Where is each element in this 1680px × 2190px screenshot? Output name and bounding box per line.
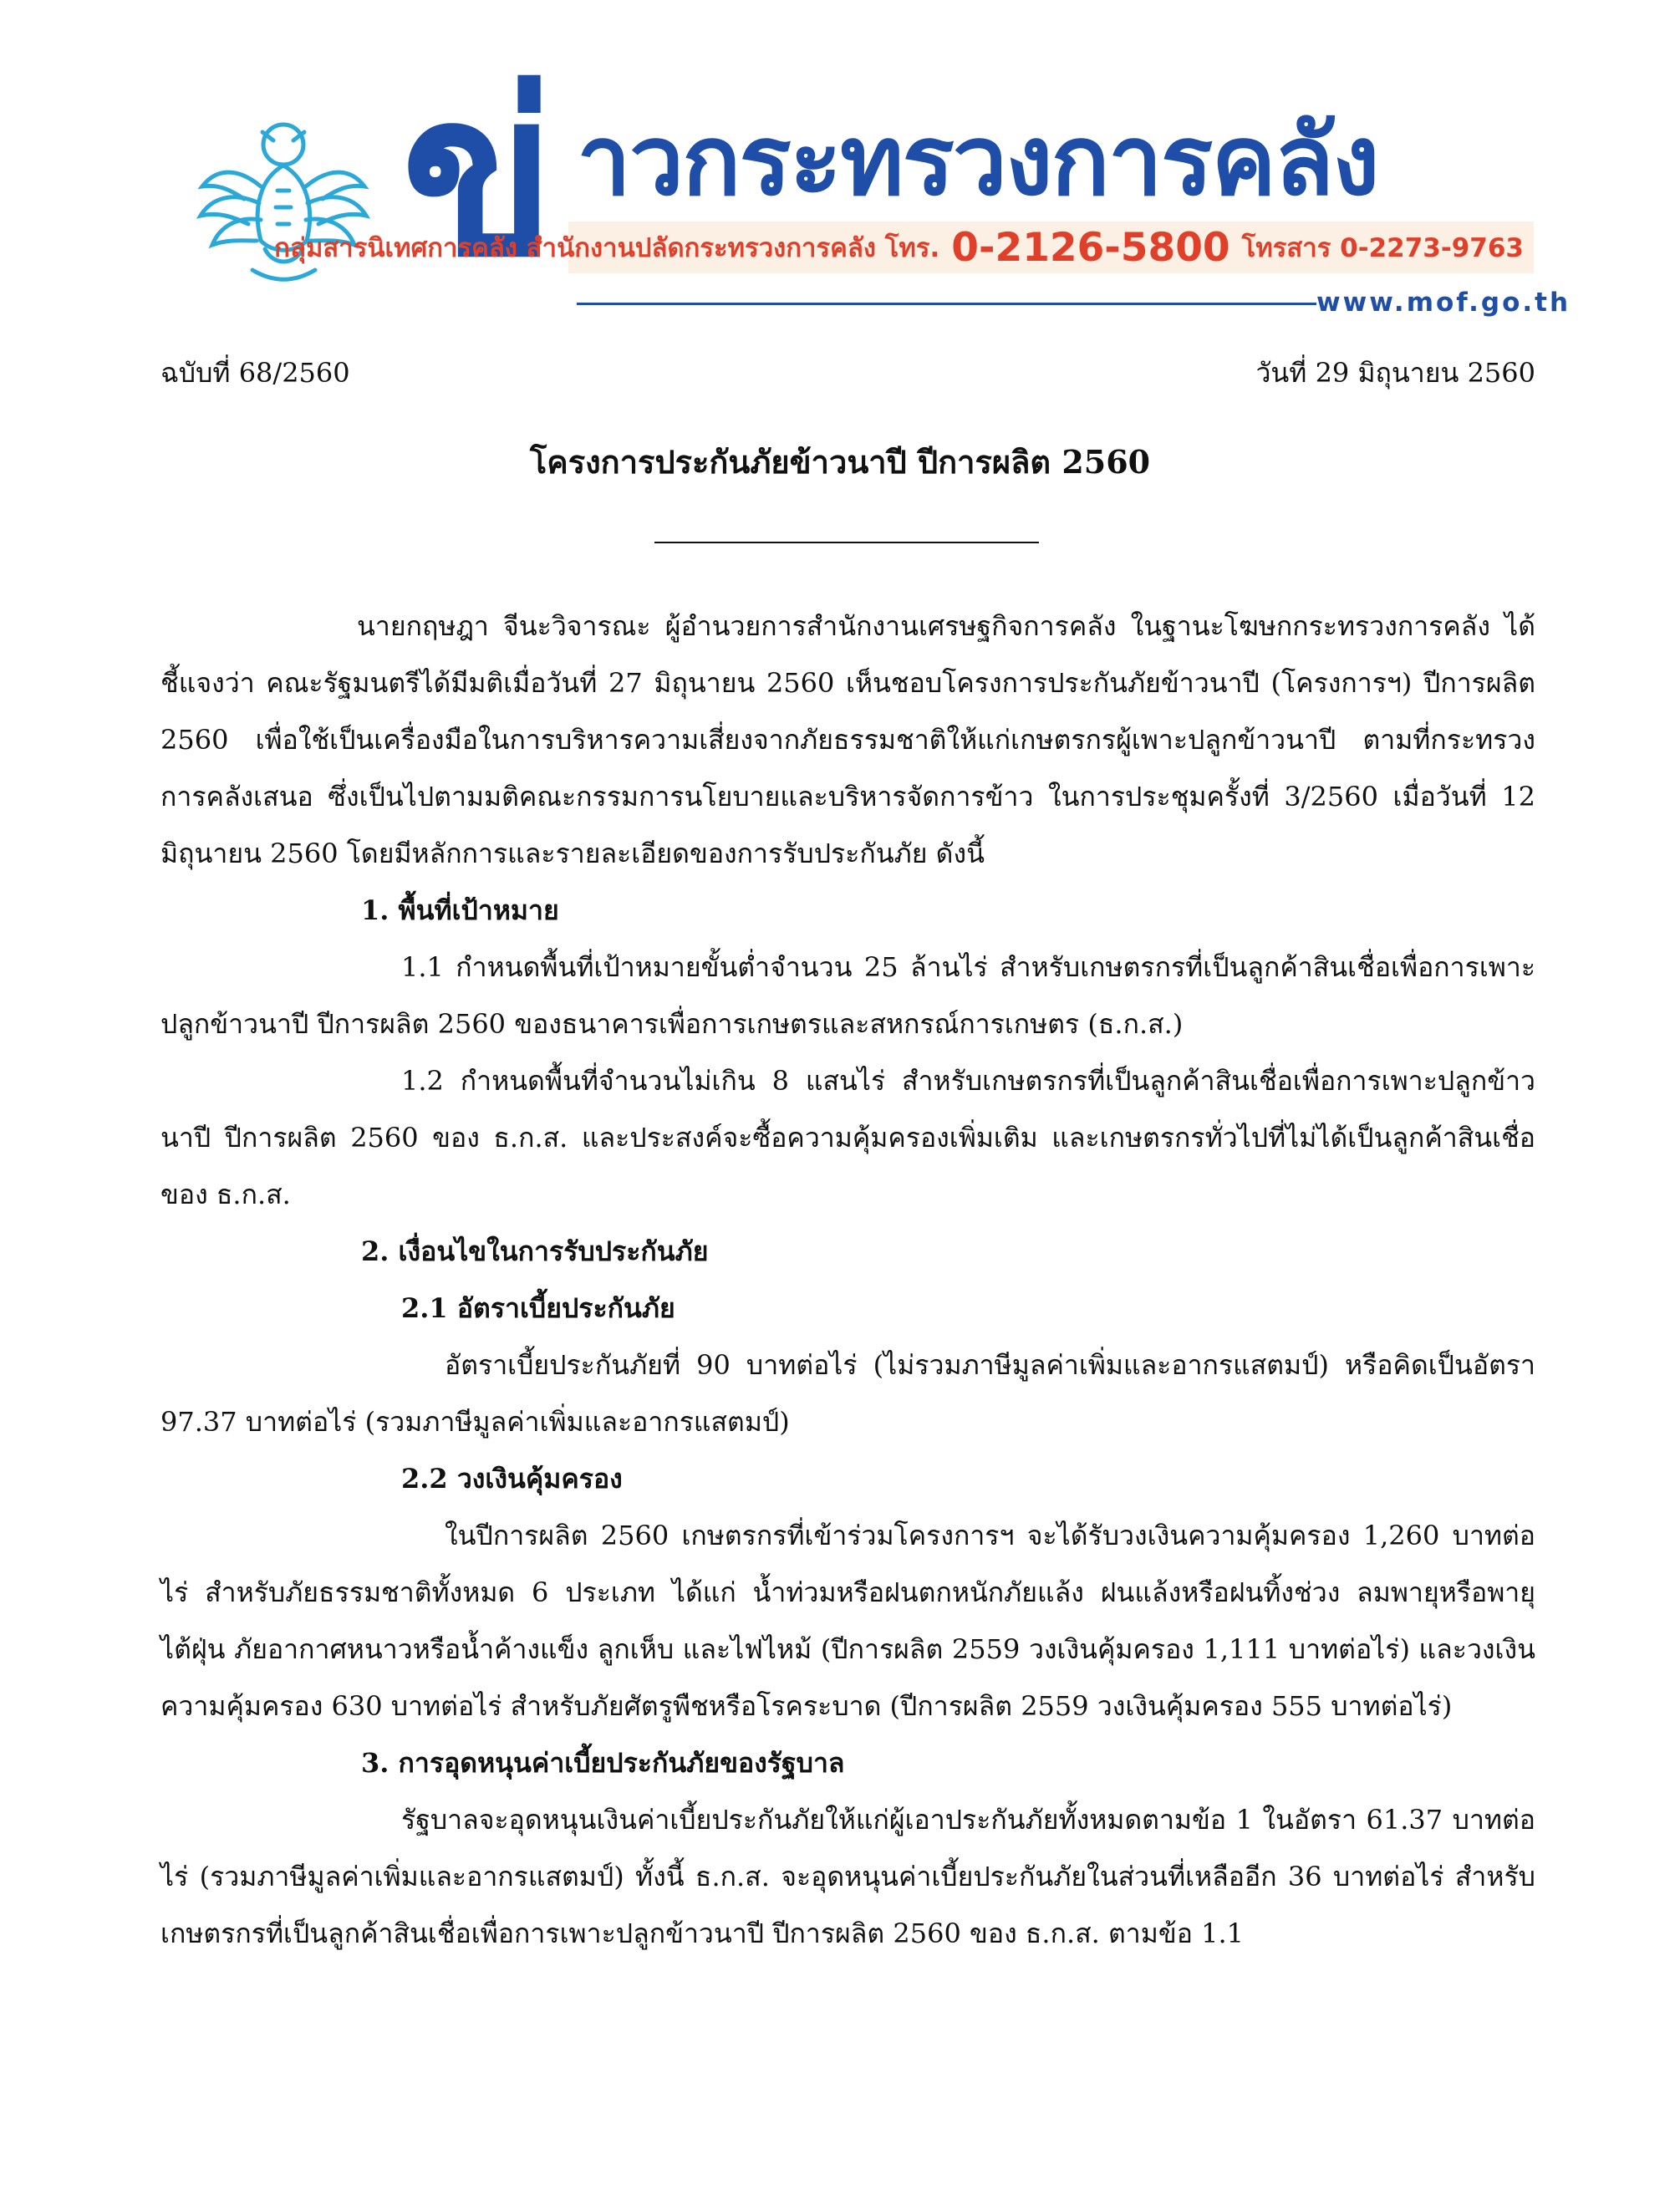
title-underline [654, 542, 1039, 543]
intro-paragraph: นายกฤษฎา จีนะวิจารณะ ผู้อำนวยการสำนักงานเศรษฐกิจการคลัง ในฐานะโฆษกกระทรวงการคลัง ได้ชี้แจงว่า คณะรัฐมนตรีได้มีมติเมื่อวันที่ 27 มิถุนายน 2560 เห็นชอบโครงการประกันภัยข้าวนาปี (โครงการฯ) ปีการผลิต 2560 เพื่อใช้เป็นเครื่องมือในการบริหารความเสี่ยงจากภัยธรรมชาติให้แก่เกษตรกรผู้เพาะปลูกข้าวนาปี ตามที่กระทรวงการคลังเสนอ ซึ่งเป็นไปตามมติคณะกรรมการนโยบายและบริหารจัดการข้าว ในการประชุมครั้งที่ 3/2560 เมื่อวันที่ 12 มิถุนายน 2560 โดยมีหลักการและรายละเอียดของการรับประกันภัย ดังนี้ [160, 610, 1535, 869]
section-3-paragraph: รัฐบาลจะอุดหนุนเงินค่าเบี้ยประกันภัยให้แก่ผู้เอาประกันภัยทั้งหมดตามข้อ 1 ในอัตรา 61.37 บาทต่อไร่ (รวมภาษีมูลค่าเพิ่มและอากรแสตมป์) ทั้งนี้ ธ.ก.ส. จะอุดหนุนค่าเบี้ยประกันภัยในส่วนที่เหลืออีก 36 บาทต่อไร่ สำหรับเกษตรกรที่เป็นลูกค้าสินเชื่อเพื่อการเพาะปลูกข้าวนาปี ปีการผลิต 2560 ของ ธ.ก.ส. ตามข้อ 1.1 [160, 1804, 1535, 1949]
section-2-1-heading: 2.1 อัตราเบี้ยประกันภัย [401, 1292, 675, 1324]
section-1-1-paragraph: 1.1 กำหนดพื้นที่เป้าหมายขั้นต่ำจำนวน 25 ล้านไร่ สำหรับเกษตรกรที่เป็นลูกค้าสินเชื่อเพื่อการเพาะปลูกข้าวนาปี ปีการผลิต 2560 ของธนาคารเพื่อการเกษตรและสหกรณ์การเกษตร (ธ.ก.ส.) [160, 951, 1535, 1040]
issue-number: ฉบับที่ 68/2560 [160, 357, 350, 389]
section-2-heading: 2. เงื่อนไขในการรับประกันภัย [361, 1235, 709, 1267]
section-1-2-paragraph: 1.2 กำหนดพื้นที่จำนวนไม่เกิน 8 แสนไร่ สำหรับเกษตรกรที่เป็นลูกค้าสินเชื่อเพื่อการเพาะปลูกข้าวนาปี ปีการผลิต 2560 ของ ธ.ก.ส. และประสงค์จะซื้อความคุ้มครองเพิ่มเติม และเกษตรกรทั่วไปที่ไม่ได้เป็นลูกค้าสินเชื่อของ ธ.ก.ส. [160, 1065, 1535, 1210]
masthead [0, 0, 1680, 334]
contact-phone: 0-2126-5800 [951, 224, 1230, 271]
section-2-1-paragraph: อัตราเบี้ยประกันภัยที่ 90 บาทต่อไร่ (ไม่รวมภาษีมูลค่าเพิ่มและอากรแสตมป์) หรือคิดเป็นอัตรา 97.37 บาทต่อไร่ (รวมภาษีมูลค่าเพิ่มและอากรแสตมป์) [160, 1349, 1535, 1438]
header-divider [577, 303, 1316, 305]
document-title: โครงการประกันภัยข้าวนาปี ปีการผลิต 2560 [529, 443, 1151, 481]
section-3-heading: 3. การอุดหนุนค่าเบี้ยประกันภัยของรัฐบาล [361, 1747, 845, 1779]
contact-bar [274, 222, 1534, 273]
contact-fax: โทรสาร 0-2273-9763 [1241, 233, 1524, 263]
contact-dept: กลุ่มสารนิเทศการคลัง สำนักงานปลัดกระทรวงการคลัง โทร. [274, 233, 940, 263]
issue-date: วันที่ 29 มิถุนายน 2560 [1255, 357, 1535, 389]
section-1-heading: 1. พื้นที่เป้าหมาย [361, 894, 559, 926]
section-2-2-paragraph: ในปีการผลิต 2560 เกษตรกรที่เข้าร่วมโครงการฯ จะได้รับวงเงินความคุ้มครอง 1,260 บาทต่อไร่ สำหรับภัยธรรมชาติทั้งหมด 6 ประเภท ได้แก่ น้ำท่วมหรือฝนตกหนักภัยแล้ง ฝนแล้งหรือฝนทิ้งช่วง ลมพายุหรือพายุไต้ฝุ่น ภัยอากาศหนาวหรือน้ำค้างแข็ง ลูกเห็บ และไฟไหม้ (ปีการผลิต 2559 วงเงินคุ้มครอง 1,111 บาทต่อไร่) และวงเงินความคุ้มครอง 630 บาทต่อไร่ สำหรับภัยศัตรูพืชหรือโรคระบาด (ปีการผลิต 2559 วงเงินคุ้มครอง 555 บาทต่อไร่) [160, 1520, 1535, 1722]
section-2-2-heading: 2.2 วงเงินคุ้มครอง [401, 1463, 623, 1495]
website-link[interactable]: www.mof.go.th [1316, 288, 1571, 318]
document-body [160, 598, 1535, 1962]
masthead-initial: ข่ [401, 43, 556, 307]
masthead-title: าวกระทรวงการคลัง [577, 104, 1378, 217]
